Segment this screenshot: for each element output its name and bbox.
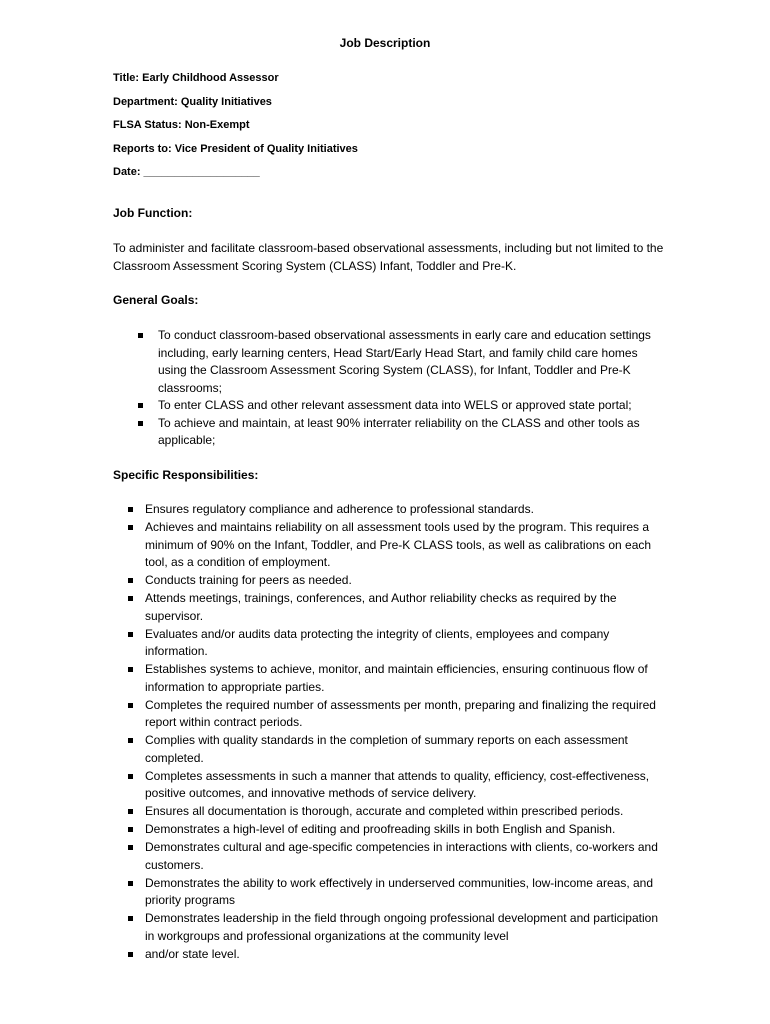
bullet-icon — [138, 333, 143, 338]
bullet-icon — [138, 403, 143, 408]
meta-reports-to: Reports to: Vice President of Quality Initiatives — [113, 142, 358, 155]
list-item: Completes assessments in such a manner that attends to quality, efficiency, cost-effectiveness, positive outcomes, and innovative methods of service delivery. — [145, 768, 665, 803]
meta-date: Date: ___________________ — [113, 166, 260, 178]
general-goals-list — [158, 327, 658, 450]
document-title: Job Description — [339, 36, 431, 50]
bullet-icon — [128, 632, 133, 637]
meta-flsa-status: FLSA Status: Non-Exempt — [113, 119, 250, 131]
list-item: Attends meetings, trainings, conferences, and Author reliability checks as required by the supervisor. — [145, 590, 665, 625]
list-item: Demonstrates cultural and age-specific competencies in interactions with clients, co-workers and customers. — [145, 839, 665, 874]
meta-title: Title: Early Childhood Assessor — [113, 72, 279, 84]
specific-responsibilities-heading: Specific Responsibilities: — [113, 468, 259, 482]
job-meta — [113, 70, 358, 188]
list-item: Ensures all documentation is thorough, accurate and completed within prescribed periods. — [145, 803, 665, 821]
job-function-text: To administer and facilitate classroom-based observational assessments, including but not limited to the Classroom Assessment Scoring System (CLASS) Infant, Toddler and Pre-K. — [113, 241, 664, 273]
bullet-icon — [128, 827, 133, 832]
list-item: Demonstrates a high-level of editing and proofreading skills in both English and Spanish. — [145, 821, 665, 839]
list-item: Demonstrates the ability to work effectively in underserved communities, low-income areas, and priority programs — [145, 875, 665, 910]
bullet-icon — [128, 703, 133, 708]
list-item: Ensures regulatory compliance and adherence to professional standards. — [145, 501, 665, 519]
list-item: Completes the required number of assessments per month, preparing and finalizing the required report within contract periods. — [145, 697, 665, 732]
bullet-icon — [138, 421, 143, 426]
list-item: To enter CLASS and other relevant assessment data into WELS or approved state portal; — [158, 397, 658, 415]
bullet-icon — [128, 667, 133, 672]
list-item: Demonstrates leadership in the field through ongoing professional development and participation in workgroups and professional organizations at the community level — [145, 910, 665, 945]
bullet-icon — [128, 525, 133, 530]
bullet-icon — [128, 845, 133, 850]
specific-responsibilities-list — [145, 501, 665, 964]
bullet-icon — [128, 507, 133, 512]
list-item: To achieve and maintain, at least 90% interrater reliability on the CLASS and other tools as applicable; — [158, 415, 658, 450]
job-function-heading: Job Function: — [113, 206, 193, 220]
bullet-icon — [128, 578, 133, 583]
meta-department: Department: Quality Initiatives — [113, 95, 272, 108]
general-goals-heading: General Goals: — [113, 293, 199, 307]
bullet-icon — [128, 916, 133, 921]
list-item: To conduct classroom-based observational assessments in early care and education settings including, early learning centers, Head Start/Early Head Start, and family child care homes using the Classroom Assessment Scoring System (CLASS), for Infant, Toddler and Pre-K classrooms; — [158, 327, 658, 397]
bullet-icon — [128, 881, 133, 886]
bullet-icon — [128, 596, 133, 601]
bullet-icon — [128, 774, 133, 779]
bullet-icon — [128, 738, 133, 743]
list-item: and/or state level. — [145, 946, 665, 964]
list-item: Complies with quality standards in the completion of summary reports on each assessment completed. — [145, 732, 665, 767]
list-item: Evaluates and/or audits data protecting the integrity of clients, employees and company information. — [145, 626, 665, 661]
bullet-icon — [128, 809, 133, 814]
list-item: Achieves and maintains reliability on all assessment tools used by the program. This requires a minimum of 90% on the Infant, Toddler, and Pre-K CLASS tools, as well as calibrations on each tool, as a condition of employment. — [145, 519, 665, 572]
bullet-icon — [128, 952, 133, 957]
list-item: Establishes systems to achieve, monitor, and maintain efficiencies, ensuring continuous flow of information to appropriate parties. — [145, 661, 665, 696]
list-item: Conducts training for peers as needed. — [145, 572, 665, 590]
